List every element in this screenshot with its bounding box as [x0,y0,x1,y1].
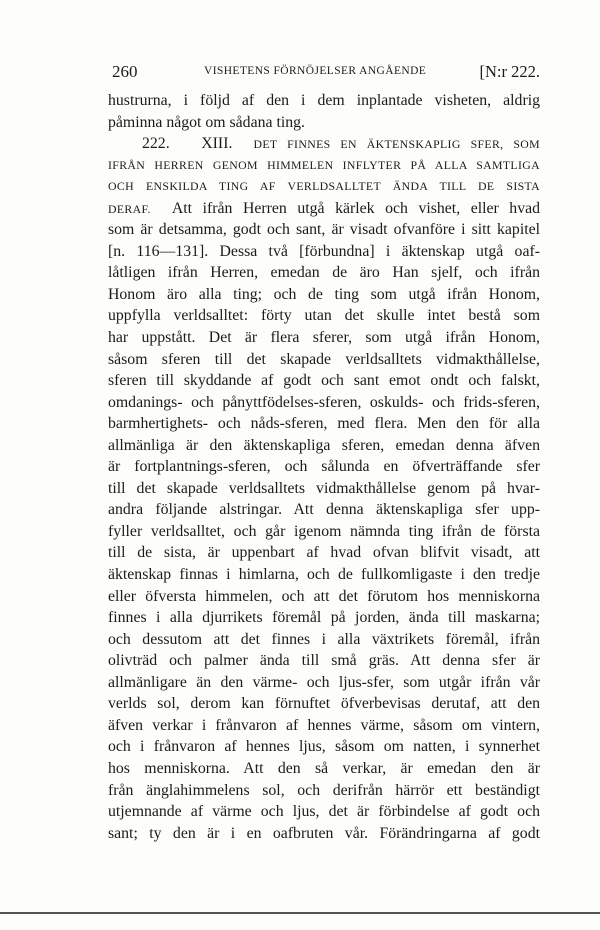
text-line: barmhertighets- och nåds-sferen, med flera. Men den för alla [108,415,540,433]
paragraph-heading: DET FINNES EN ÄKTENSKAPLIG SFER, SOM [253,137,540,152]
text-line: och dessutom att det finnes i alla växtrikets föremål, ifrån [108,630,540,648]
text-line: fyller verldsalltet, och går igenom nämnda ting ifrån de första [108,522,540,540]
text-line: eller öfversta himmelen, och att det förutom hos menniskorna [108,587,540,605]
text-line: såsom sferen till det skapade verldsalltets vidmakthållelse, [108,350,540,368]
text-line: äktenskap finnas i himlarna, och de fullkomligaste i den tredje [108,566,540,584]
text-line: till det skapade verldsalltets vidmakthållelse genom på hvar- [108,479,540,497]
body-text [108,90,540,844]
text-line: hustrurna, i följd af den i dem inplantade visheten, aldrig [108,92,540,109]
paragraph-roman-number: XIII. [201,135,233,153]
text-line: äfven verkar i frånvaron af hennes värme, såsom om vintern, [108,716,540,734]
text-line: låtligen ifrån Herren, emedan de äro Han sjelf, och ifrån [108,264,540,282]
text-line: sant; ty den är i en oafbruten vår. Förändringarna af godt [108,824,540,842]
text-line: finnes i alla djurrikets föremål på jorden, ända till maskarna; [108,609,540,627]
text-line: och i frånvaron af hennes ljus, såsom om natten, i synnerhet [108,738,540,756]
text-line: från änglahimmelens sol, och derifrån härrör ett beständigt [108,781,540,799]
text-line: uppfylla verldsalltet: förty utan det skulle intet bestå som [108,307,540,325]
text-line: utjemnande af värme och ljus, det är förbindelse af godt och [108,803,540,821]
text-line: sferen till skyddande af godt och sant emot ondt och falskt, [108,372,540,390]
page-number: 260 [112,62,138,81]
paragraph-heading-line: IFRÅN HERREN GENOM HIMMELEN INFLYTER PÅ ALLA SAMTLIGA [108,157,540,172]
scan-edge-line [0,912,600,914]
section-reference: [N:r 222. [479,62,540,81]
text-line: olivträd och palmer ända till små gräs. Att denna sfer är [108,652,540,670]
text-line: allmänliga är den äktenskapliga sferen, emedan denna äfven [108,436,540,454]
text-line: hos menniskorna. Att den så verkar, är emedan den är [108,759,540,777]
paragraph-heading-line [108,133,540,155]
running-title: VISHETENS FÖRNÖJELSER ANGÅENDE [204,65,427,77]
text-line: [n. 116—131]. Dessa två [förbundna] i äktenskap utgå oaf- [108,242,540,260]
paragraph-number: 222. [142,135,170,153]
paragraph-heading-line: OCH ENSKILDA TING AF VERLDSALLTET ÄNDA TILL DE SISTA [108,179,540,194]
text-line: är fortplantnings-sferen, och sålunda en öfverträffande sfer [108,458,540,476]
paragraph-text-start: Att ifrån Herren utgå kärlek och vishet, eller hvad [171,199,540,217]
text-line: påminna något om sådana ting. [108,113,305,131]
text-line: har uppstått. Det är flera sferer, som utgå ifrån Honom, [108,329,540,347]
text-line: verlds sol, derom kan förnuftet öfverbevisas derutaf, att den [108,695,540,713]
page-header [108,62,540,86]
text-line: till de sista, är uppenbart af hvad ofvan blifvit visadt, att [108,544,540,562]
text-line: allmänligare än den värme- och ljus-sfer, som utgår ifrån vår [108,673,540,691]
text-line: omdanings- och pånyttfödelses-sferen, oskulds- och frids-sferen, [108,393,540,411]
text-line: Honom äro alla ting; och de ting som utgå ifrån Honom, [108,285,540,303]
text-line: som är detsamma, godt och sant, är visadt ofvanföre i sitt kapitel [108,221,540,239]
text-line: andra följande alstringar. Att denna äktenskapliga sfer upp- [108,501,540,519]
paragraph-heading-line [108,198,540,220]
paragraph-heading-end: DERAF. [108,201,151,216]
